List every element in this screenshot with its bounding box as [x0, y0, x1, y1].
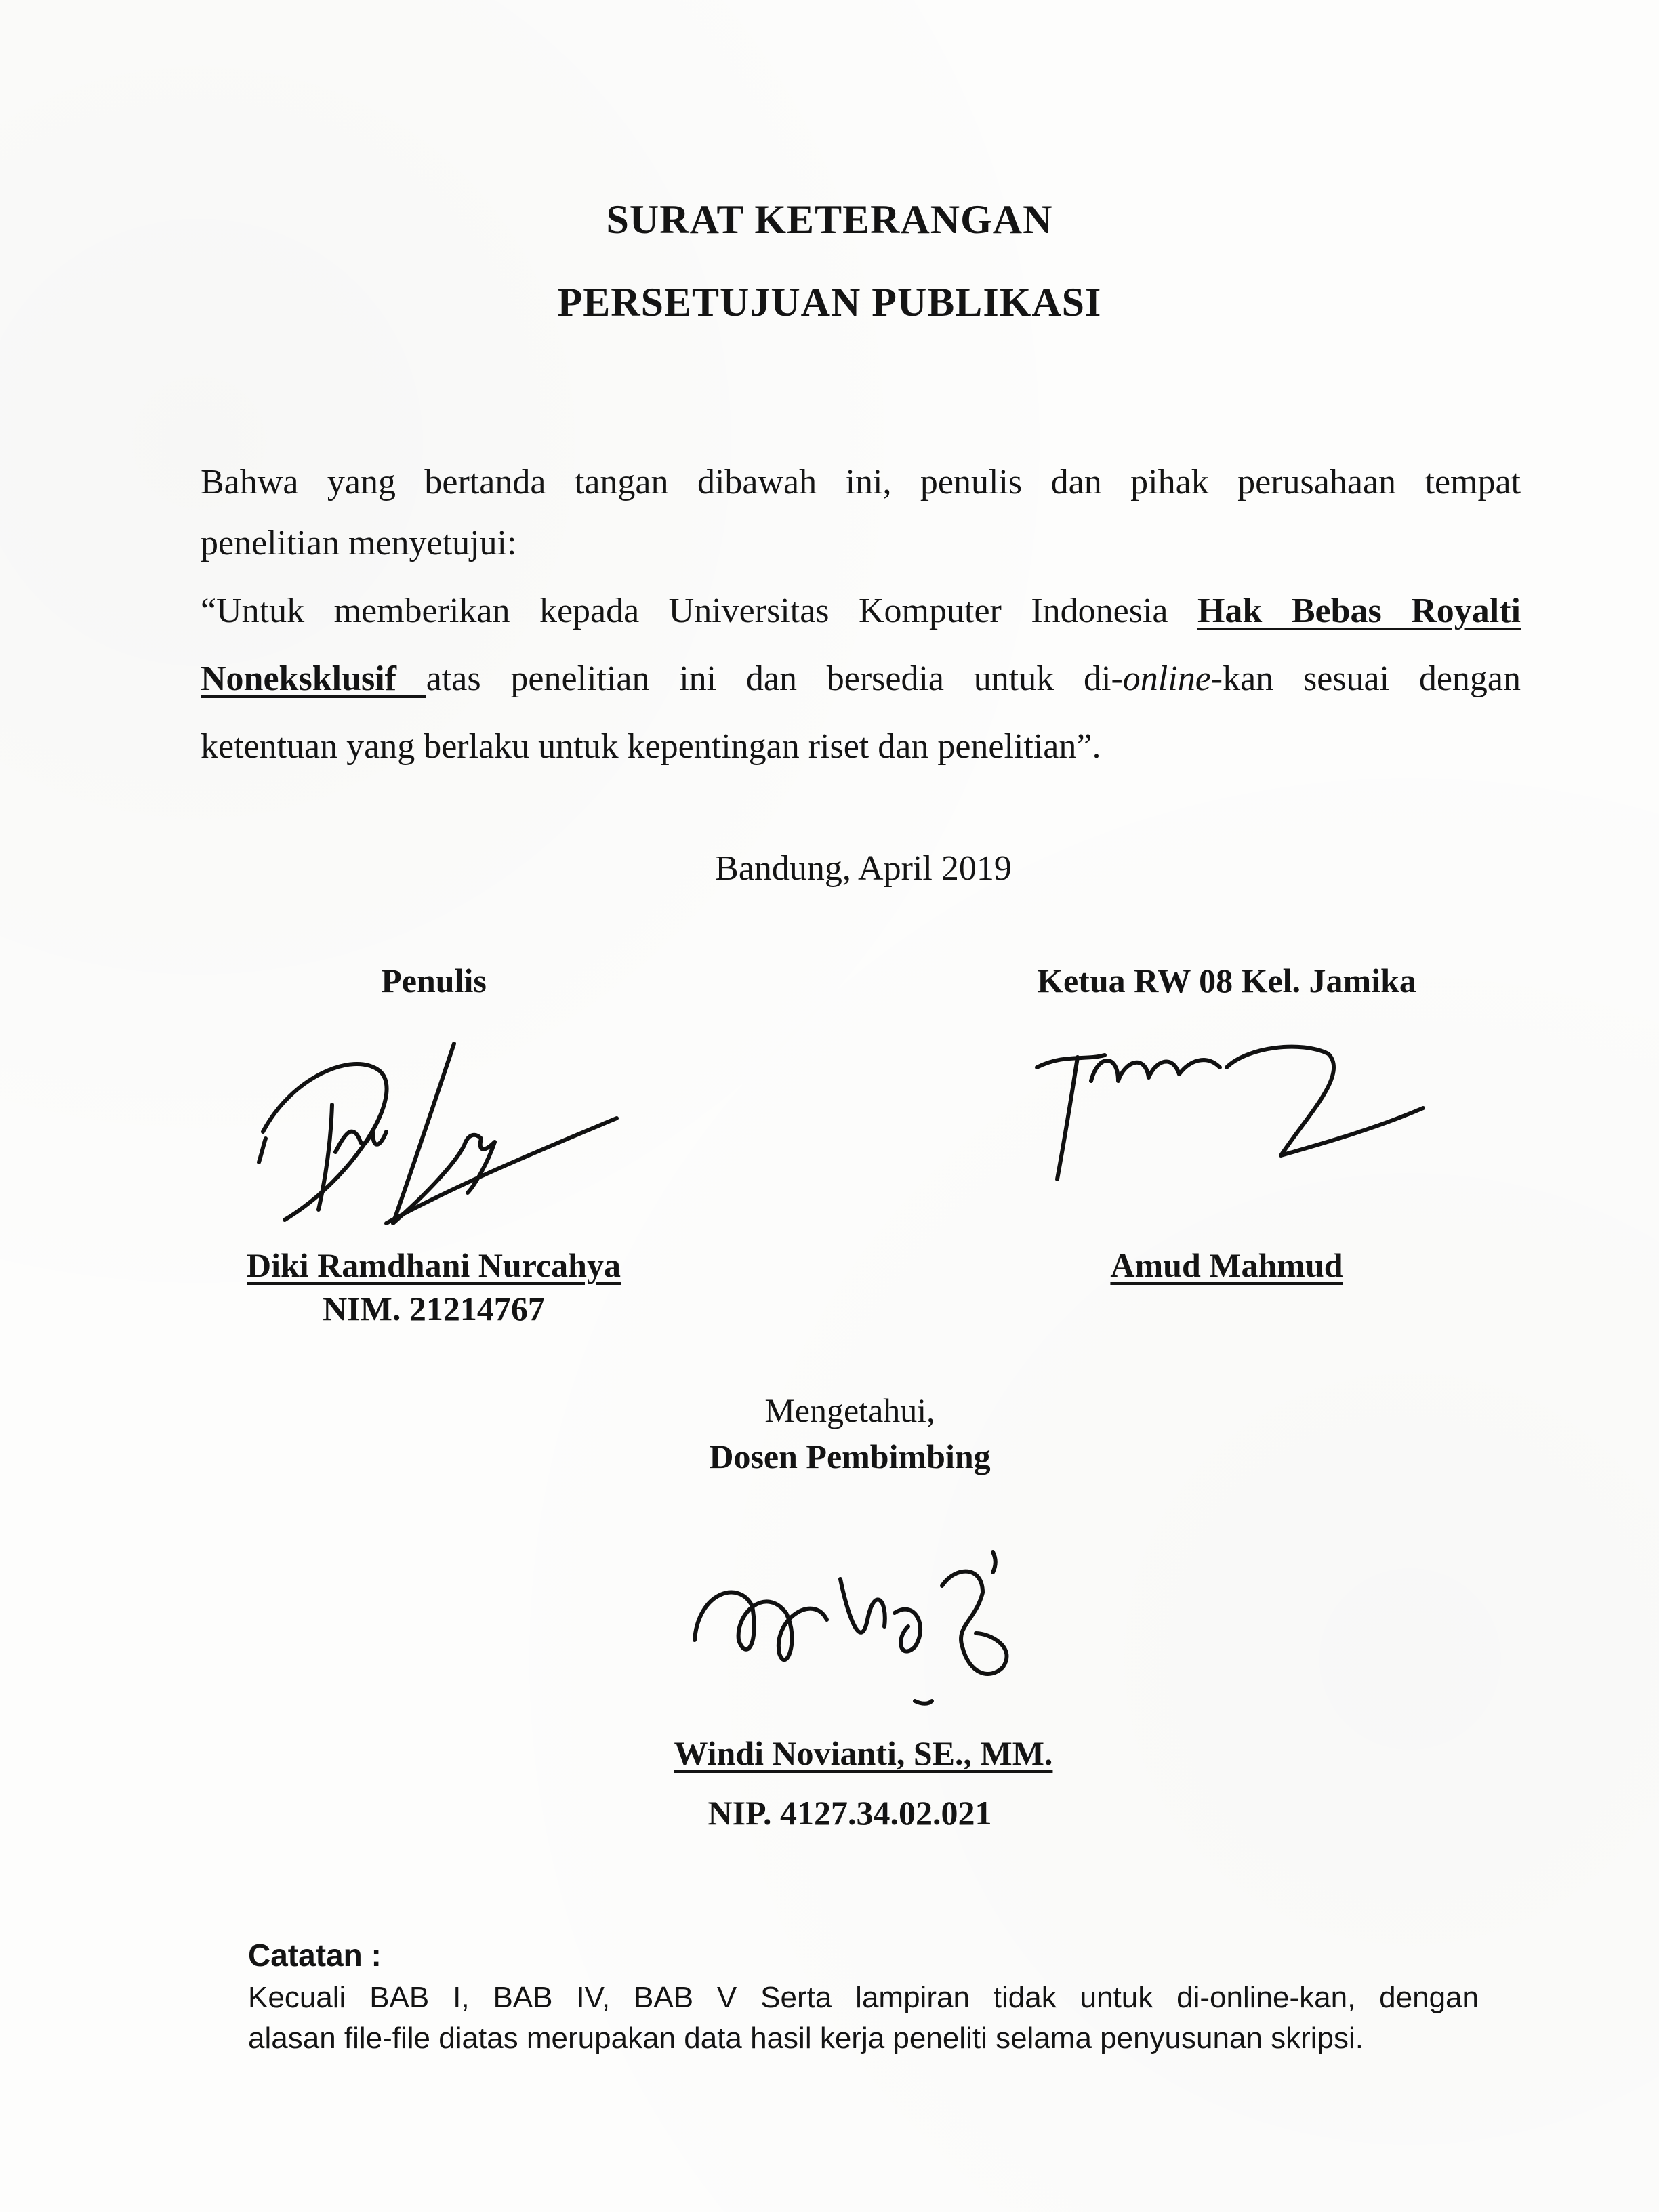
supervisor-intro: Mengetahui, — [764, 1391, 935, 1429]
nonexclusive-term: Noneksklusif — [201, 659, 426, 698]
royalty-term: Hak Bebas Royalti — [1197, 592, 1521, 630]
author-signature — [251, 1030, 630, 1233]
company-name: Amud Mahmud — [1110, 1246, 1343, 1284]
online-term: online — [1122, 659, 1211, 698]
author-nim: NIM. 21214767 — [323, 1290, 545, 1328]
supervisor-label: Dosen Pembimbing — [709, 1437, 991, 1475]
title-line-2: PERSETUJUAN PUBLIKASI — [557, 280, 1102, 325]
body-line-1: Bahwa yang bertanda tangan dibawah ini, penulis dan pihak perusahaan tempat — [201, 463, 1521, 501]
company-label: Ketua RW 08 Kel. Jamika — [1037, 962, 1416, 1000]
body-line-4 — [201, 645, 1521, 713]
supervisor-nip: NIP. 4127.34.02.021 — [708, 1794, 992, 1832]
supervisor-signature — [684, 1538, 1078, 1708]
supervisor-name: Windi Novianti, SE., MM. — [674, 1734, 1053, 1772]
author-name-block — [224, 1246, 644, 1328]
note-title: Catatan : — [248, 1938, 382, 1973]
author-name: Diki Ramdhani Nurcahya — [247, 1246, 621, 1284]
body-line-4-suffix: -kan sesuai dengan — [1210, 659, 1521, 698]
note-line-1: Kecuali BAB I, BAB IV, BAB V Serta lampiran tidak untuk di-online-kan, dengan — [248, 1981, 1479, 2014]
title-line-1: SURAT KETERANGAN — [606, 197, 1053, 242]
body-line-3-prefix: “Untuk memberikan kepada Universitas Komputer Indonesia — [201, 592, 1197, 630]
company-signature — [1023, 1027, 1430, 1189]
author-label: Penulis — [381, 962, 487, 1000]
note-line-2: alasan file-file diatas merupakan data hasil kerja peneliti selama penyusunan skripsi. — [248, 2022, 1364, 2055]
date-place: Bandung, April 2019 — [715, 849, 1012, 888]
body-line-2: penelitian menyetujui: — [201, 524, 517, 562]
body-line-4-mid: atas penelitian ini dan bersedia untuk di- — [426, 659, 1123, 698]
body-line-5: ketentuan yang berlaku untuk kepentingan riset dan penelitian”. — [201, 727, 1101, 766]
body-line-3 — [201, 577, 1521, 645]
company-name-block — [989, 1246, 1464, 1285]
